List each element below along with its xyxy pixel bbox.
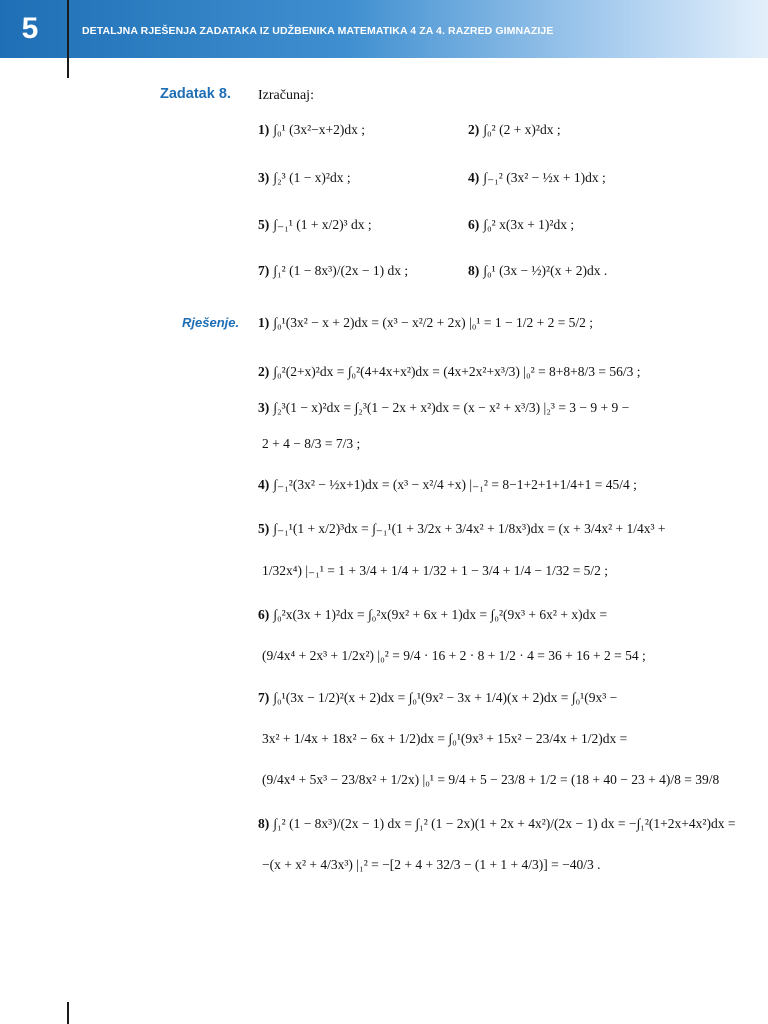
margin-rule-top (67, 0, 69, 78)
header-title: DETALJNA RJEŠENJA ZADATAKA IZ UDŽBENIKA MATEMATIKA 4 ZA 4. RAZRED GIMNAZIJE (82, 25, 554, 37)
exercise-2: 2) ∫₀² (2 + x)²dx ; (468, 122, 561, 137)
solution-line-8: 8) ∫₁² (1 − 8x³)/(2x − 1) dx = ∫₁² (1 − 2x)(1 + 2x + 4x²)/(2x − 1) dx = −∫₁²(1+2x+4x²)dx = (258, 816, 736, 831)
exercise-4: 4) ∫₋₁² (3x² − ½x + 1)dx ; (468, 170, 606, 185)
exercise-3: 3) ∫₂³ (1 − x)²dx ; (258, 170, 351, 185)
solution-line-7: 7) ∫₀¹(3x − 1/2)²(x + 2)dx = ∫₀¹(9x² − 3x + 1/4)(x + 2)dx = ∫₀¹(9x³ − (258, 690, 618, 705)
solution-line-7-cont2: (9/4x⁴ + 5x³ − 23/8x² + 1/2x) |₀¹ = 9/4 + 5 − 23/8 + 1/2 = (18 + 40 − 23 + 4)/8 = 39/8 (262, 772, 720, 787)
solution-line-3-cont: 2 + 4 − 8/3 = 7/3 ; (262, 436, 361, 451)
solution-line-7-cont: 3x² + 1/4x + 18x² − 6x + 1/2)dx = ∫₀¹(9x³ + 15x² − 23/4x + 1/2)dx = (262, 731, 628, 746)
solution-line-5-cont: 1/32x⁴) |₋₁¹ = 1 + 3/4 + 1/4 + 1/32 + 1 − 3/4 + 1/4 − 1/32 = 5/2 ; (262, 563, 609, 578)
solution-label: Rješenje. (182, 315, 240, 330)
solution-line-6-cont: (9/4x⁴ + 2x³ + 1/2x²) |₀² = 9/4 · 16 + 2 · 8 + 1/2 · 4 = 36 + 16 + 2 = 54 ; (262, 648, 646, 663)
page-number: 5 (21, 12, 39, 45)
exercise-1: 1) ∫₀¹ (3x²−x+2)dx ; (258, 122, 365, 137)
exercise-7: 7) ∫₁² (1 − 8x³)/(2x − 1) dx ; (258, 263, 409, 278)
solution-line-8-cont: −(x + x² + 4/3x³) |₁² = −[2 + 4 + 32/3 − (1 + 1 + 4/3)] = −40/3 . (262, 857, 601, 872)
task-label: Zadatak 8. (160, 86, 231, 102)
solution-line-3: 3) ∫₂³(1 − x)²dx = ∫₂³(1 − 2x + x²)dx = (x − x² + x³/3) |₂³ = 3 − 9 + 9 − (258, 400, 630, 415)
exercise-8: 8) ∫₀¹ (3x − ½)²(x + 2)dx . (468, 263, 608, 278)
solution-line-6: 6) ∫₀²x(3x + 1)²dx = ∫₀²x(9x² + 6x + 1)dx = ∫₀²(9x³ + 6x² + x)dx = (258, 607, 608, 622)
solution-line-4: 4) ∫₋₁²(3x² − ½x+1)dx = (x³ − x²/4 +x) |₋₁² = 8−1+2+1+1/4+1 = 45/4 ; (258, 477, 637, 492)
exercise-6: 6) ∫₀² x(3x + 1)²dx ; (468, 217, 575, 232)
task-intro: Izračunaj: (258, 88, 314, 103)
solution-line-1: 1) ∫₀¹(3x² − x + 2)dx = (x³ − x²/2 + 2x) |₀¹ = 1 − 1/2 + 2 = 5/2 ; (258, 315, 594, 330)
solution-line-2: 2) ∫₀²(2+x)²dx = ∫₀²(4+4x+x²)dx = (4x+2x²+x³/3) |₀² = 8+8+8/3 = 56/3 ; (258, 364, 641, 379)
solution-line-5: 5) ∫₋₁¹(1 + x/2)³dx = ∫₋₁¹(1 + 3/2x + 3/4x² + 1/8x³)dx = (x + 3/4x² + 1/4x³ + (258, 521, 666, 536)
exercise-5: 5) ∫₋₁¹ (1 + x/2)³ dx ; (258, 217, 372, 232)
page-header (0, 0, 768, 58)
margin-rule-bottom (67, 1002, 69, 1024)
